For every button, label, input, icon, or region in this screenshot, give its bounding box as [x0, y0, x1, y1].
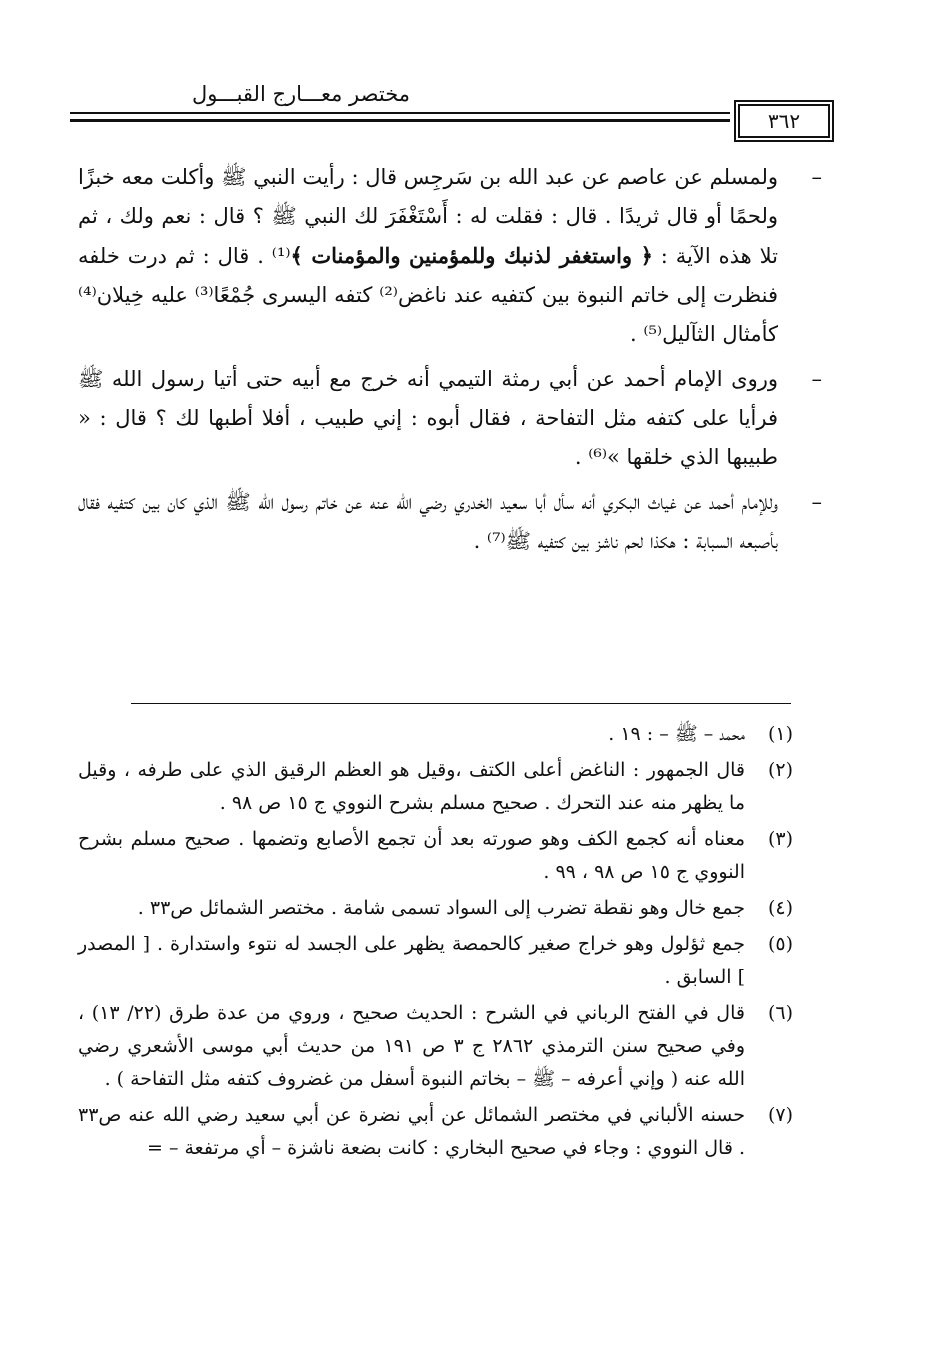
footnote-text: محمد – ﷺ – : ١٩ .: [608, 723, 745, 745]
footnote-text: حسنه الألباني في مختصر الشمائل عن أبي نضرة عن أبي سعيد رضي الله عنه ص٣٣ . قال النووي : وجاء في صحيح البخاري : كانت بضعة ناشزة – أي مرتفعة – =: [78, 1104, 745, 1159]
quran-verse: ﴿ واستغفر لذنبك وللمؤمنين والمؤمنات ﴾: [290, 243, 653, 268]
paragraph-dash: –: [811, 367, 822, 391]
footnotes: [78, 718, 793, 1168]
footnote-text: جمع ثؤلول وهو خراج صغير كالحمصة يظهر على الجسد له نتوء واستدارة . [ المصدر ] السابق .: [78, 933, 745, 988]
footnote-text: قال في الفتح الرباني في الشرح : الحديث صحيح ، وروي من عدة طرق (٢٢/ ١٣) ، وفي صحيح سنن الترمذي ٢٨٦٢ ج ٣ ص ١٩١ من حديث أبي موسى الأشعري رضي الله عنه ( وإني أعرفه – ﷺ – بخاتم النبوة أسفل من غضروف كتفه مثل التفاحة ) .: [78, 1002, 746, 1090]
footnote-text: قال الجمهور : الناغض أعلى الكتف ،وقيل هو العظم الرقيق الذي على طرفه ، وقيل ما يظهر منه عند التحرك . صحيح مسلم بشرح النووي ج ١٥ ص ٩٨ .: [78, 759, 745, 814]
footnote-number: (٤): [767, 897, 793, 919]
footnote-separator: [131, 703, 791, 704]
footnote-4: [78, 892, 793, 925]
footnote-3: [78, 823, 793, 889]
paragraph-1: [78, 158, 822, 354]
paragraph-2: [78, 360, 822, 477]
footnote-7: [78, 1099, 793, 1165]
paragraph-text: وللإمام أحمد عن غياث البكري أنه سأل أبا سعيد الخدري رضي الله عنه عن خاتم رسول الله ﷺ الذي كان بين كتفيه فقال بأصبعه السبابة : هكذا لحم ناشز بين كتفيه ﷺ⁽⁷⁾ .: [78, 490, 778, 553]
page-header: [70, 82, 830, 138]
footnote-5: [78, 928, 793, 994]
header-rule-top: [70, 112, 730, 114]
footnote-text: معناه أنه كجمع الكف وهو صورته بعد أن تجمع الأصابع وتضمها . صحيح مسلم بشرح النووي ج ١٥ ص ٩٨ ، ٩٩ .: [78, 828, 745, 883]
footnote-1: [78, 718, 793, 751]
footnote-2: [78, 754, 793, 820]
footnote-number: (٣): [767, 828, 793, 850]
footnote-text: جمع خال وهو نقطة تضرب إلى السواد تسمى شامة . مختصر الشمائل ص٣٣ .: [137, 897, 745, 919]
footnote-number: (٧): [767, 1104, 793, 1126]
paragraph-text: ⁽¹⁾ . قال : ثم درت خلفه فنظرت إلى خاتم النبوة بين كتفيه عند ناغض⁽²⁾ كتفه اليسرى جُمْعًا⁽³⁾ عليه خِيلان⁽⁴⁾ كأمثال الثآليل⁽⁵⁾ .: [78, 244, 779, 346]
header-rule-bottom: [70, 119, 730, 122]
footnote-number: (٥): [767, 933, 793, 955]
footnote-6: [78, 997, 793, 1096]
main-text: [78, 158, 822, 567]
paragraph-dash: –: [811, 165, 822, 189]
footnote-number: (٦): [767, 1002, 793, 1024]
paragraph-dash: –: [811, 490, 822, 514]
paragraph-3: [78, 483, 822, 561]
paragraph-text: وروى الإمام أحمد عن أبي رمثة التيمي أنه خرج مع أبيه حتى أتيا رسول الله ﷺ فرأيا على كتفه مثل التفاحة ، فقال أبوه : إني طبيب ، أفلا أطبها لك ؟ قال : « طبيبها الذي خلقها »⁽⁶⁾ .: [78, 367, 778, 469]
running-title: مختصر معـــارج القبـــول: [192, 82, 410, 106]
paragraph-text: ولمسلم عن عاصم عن عبد الله بن سَرجِس قال : رأيت النبي ﷺ وأكلت معه خبزًا ولحمًا أو قال ثريدًا . قال : فقلت له : أَسْتَغْفَرَ لك النبي ﷺ ؟ قال : نعم ولك ، ثم تلا هذه الآية :: [78, 165, 778, 268]
footnote-number: (٢): [767, 759, 793, 781]
footnote-number: (١): [767, 723, 793, 745]
page-number: ٣٦٢: [738, 104, 830, 138]
